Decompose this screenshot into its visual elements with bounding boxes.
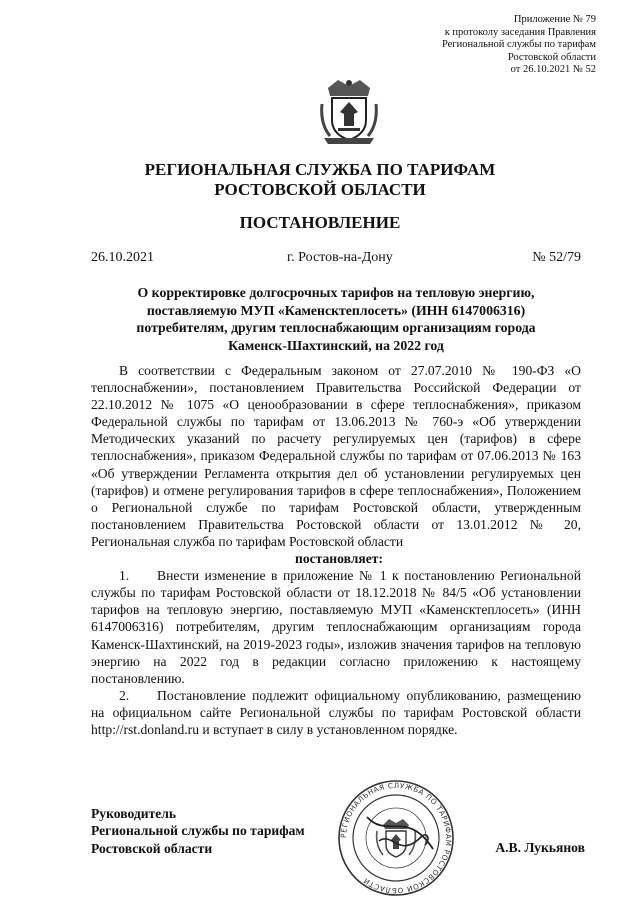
seal-text: РЕГИОНАЛЬНАЯ СЛУЖБА ПО ТАРИФАМ РОСТОВСКОЙ ОБЛАСТИ xyxy=(338,780,454,896)
item-text: Внести изменение в приложение № 1 к постановлению Региональной службы по тарифам Ростовской области от 18.12.2018 № 84/5 «Об установлении тарифов на тепловую энергию, поставляемую МУП «Каменсктеплосеть» (ИНН 6147006316) потребителям, другим теплоснабжающим организациям города Каменск-Шахтинский, на 2019-2023 годы», изложив значения тарифов на тепловую энергию на 2022 год в редакции согласно приложению к настоящему постановлению. xyxy=(91,568,581,686)
subject-line: поставляемую МУП «Каменсктеплосеть» (ИНН 6147006316) xyxy=(146,302,526,318)
resolution-item xyxy=(91,687,581,738)
preamble-paragraph: В соответствии с Федеральным законом от 27.07.2010 № 190-ФЗ «О теплоснабжении», постановлением Правительства Российской Федерации от 22.10.2012 № 1075 «О ценообразовании в сфере теплоснабжения», приказом Федеральной службы по тарифам от 13.06.2013 № 760-э «Об утверждении Методических указаний по расчету регулируемых цен (тарифов) в сфере теплоснабжения», приказом Федеральной службы по тарифам от 07.06.2013 № 163 «Об утверждении Регламента открытия дел об установлении регулируемых цен (тарифов) и отмене регулирования тарифов в сфере теплоснабжения», Положением о Региональной службе по тарифам Ростовской области, утвержденным постановлением Правительства Ростовской области от 13.01.2012 № 20, Региональная служба по тарифам Ростовской области xyxy=(91,363,581,549)
document-type: ПОСТАНОВЛЕНИЕ xyxy=(239,213,401,232)
appendix-note xyxy=(442,14,596,77)
organization-title xyxy=(0,160,640,200)
document-date: 26.10.2021 xyxy=(91,250,154,265)
document-meta xyxy=(91,250,581,266)
subject-line: О корректировке долгосрочных тарифов на тепловую энергию, xyxy=(137,285,535,300)
subject-line: Каменск-Шахтинский, на 2022 год xyxy=(228,337,444,353)
official-seal-icon xyxy=(337,779,455,897)
appendix-line: Приложение № 79 xyxy=(513,14,596,25)
document-city: г. Ростов-на-Дону xyxy=(287,250,393,265)
document-body xyxy=(91,362,581,738)
signatory-position: Ростовской области xyxy=(91,840,213,856)
appendix-line: от 26.10.2021 № 52 xyxy=(510,64,596,76)
item-text: Постановление подлежит официальному опубликованию, размещению на официальном сайте Региональной службы по тарифам Ростовской области http://rst.donland.ru и вступает в силу в установленном порядке. xyxy=(91,687,581,737)
org-title-line: РОСТОВСКОЙ ОБЛАСТИ xyxy=(214,180,426,199)
signatory-name: А.В. Лукьянов xyxy=(495,840,585,855)
resolution-item xyxy=(91,567,581,687)
coat-of-arms-icon xyxy=(318,74,380,146)
subject-line: потребителям, другим теплоснабжающим организациям города xyxy=(136,320,536,336)
document-number: № 52/79 xyxy=(532,250,581,265)
resolves-heading: постановляет: xyxy=(295,551,383,567)
signature-block xyxy=(91,805,305,857)
signatory-position: Региональной службы по тарифам xyxy=(91,823,305,839)
item-number: 2. xyxy=(119,687,130,703)
org-title-line: РЕГИОНАЛЬНАЯ СЛУЖБА ПО ТАРИФАМ xyxy=(144,160,496,179)
appendix-line: Ростовской области xyxy=(507,51,596,63)
item-number: 1. xyxy=(119,568,130,584)
signatory-position: Руководитель xyxy=(91,806,177,821)
appendix-line: Региональной службы по тарифам xyxy=(441,39,596,51)
document-subject xyxy=(91,284,581,354)
appendix-line: к протоколу заседания Правления xyxy=(444,26,596,38)
